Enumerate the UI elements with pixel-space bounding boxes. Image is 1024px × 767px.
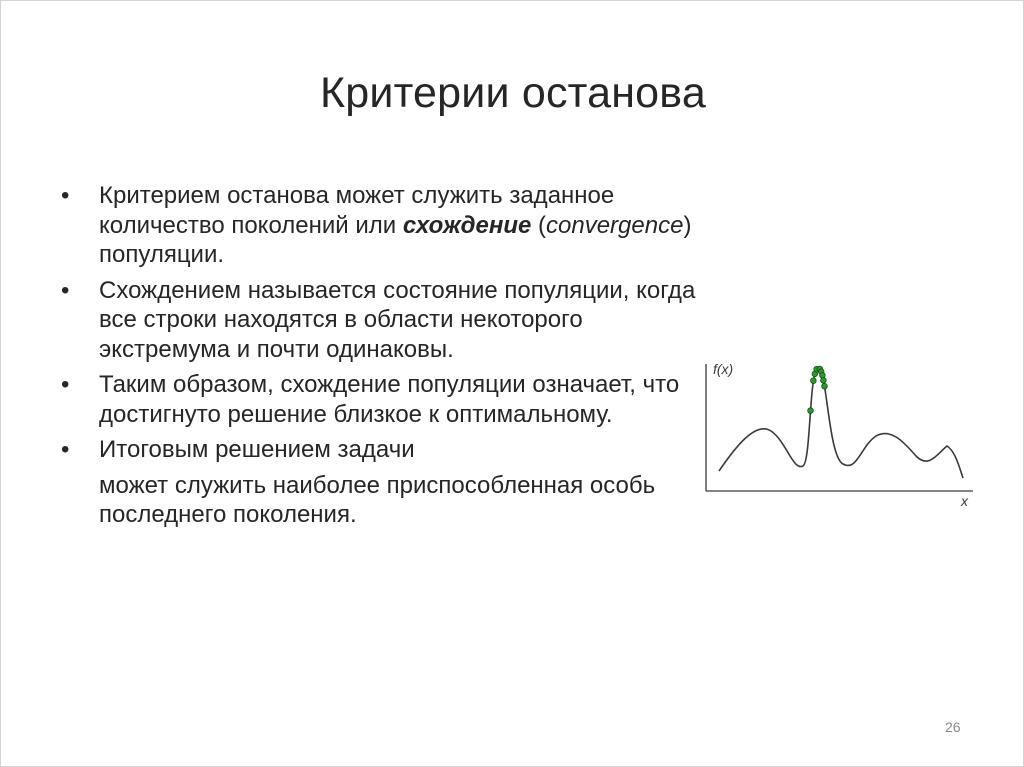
bullet-text [99,182,691,268]
population-point [821,378,827,384]
bullet-text: Таким образом, схождение популяции означает, что достигнуто решение близкое к оптимальному. [99,371,680,428]
population-point [808,408,814,414]
bullet-item [61,181,701,270]
fitness-curve [719,368,963,478]
bullet-dot: • [61,371,70,398]
bullet-item [61,276,701,365]
population-point [822,383,828,389]
bullet-text: Схождением называется состояние популяции, когда все строки находятся в области некоторого экстремума и почти одинаковы. [99,276,696,363]
bullet-dot: • [61,276,70,304]
bullet-item [61,435,701,465]
slide-title: Критерии останова [320,69,706,117]
bullet-continuation: может служить наиболее приспособленная особь последнего поколения. [99,471,656,528]
function-plot [691,346,991,516]
term-convergence-en: convergence [546,211,684,239]
bullet-dot: • [61,436,70,463]
term-convergence-ru: схождение [402,211,532,239]
text-run: ( [531,211,546,239]
y-axis-label: f(x) [713,361,734,377]
text-run: Критерием останова может служить заданное количество поколений или [99,182,615,239]
population-point [811,378,817,384]
x-axis-label: x [961,493,968,509]
bullet-dot: • [61,182,70,209]
bullet-list [61,181,701,530]
bullet-text: Итоговым решением задачи [99,436,415,463]
text-run: ) популяции. [99,211,692,268]
page-number: 26 [945,719,961,735]
bullet-item [61,370,701,429]
